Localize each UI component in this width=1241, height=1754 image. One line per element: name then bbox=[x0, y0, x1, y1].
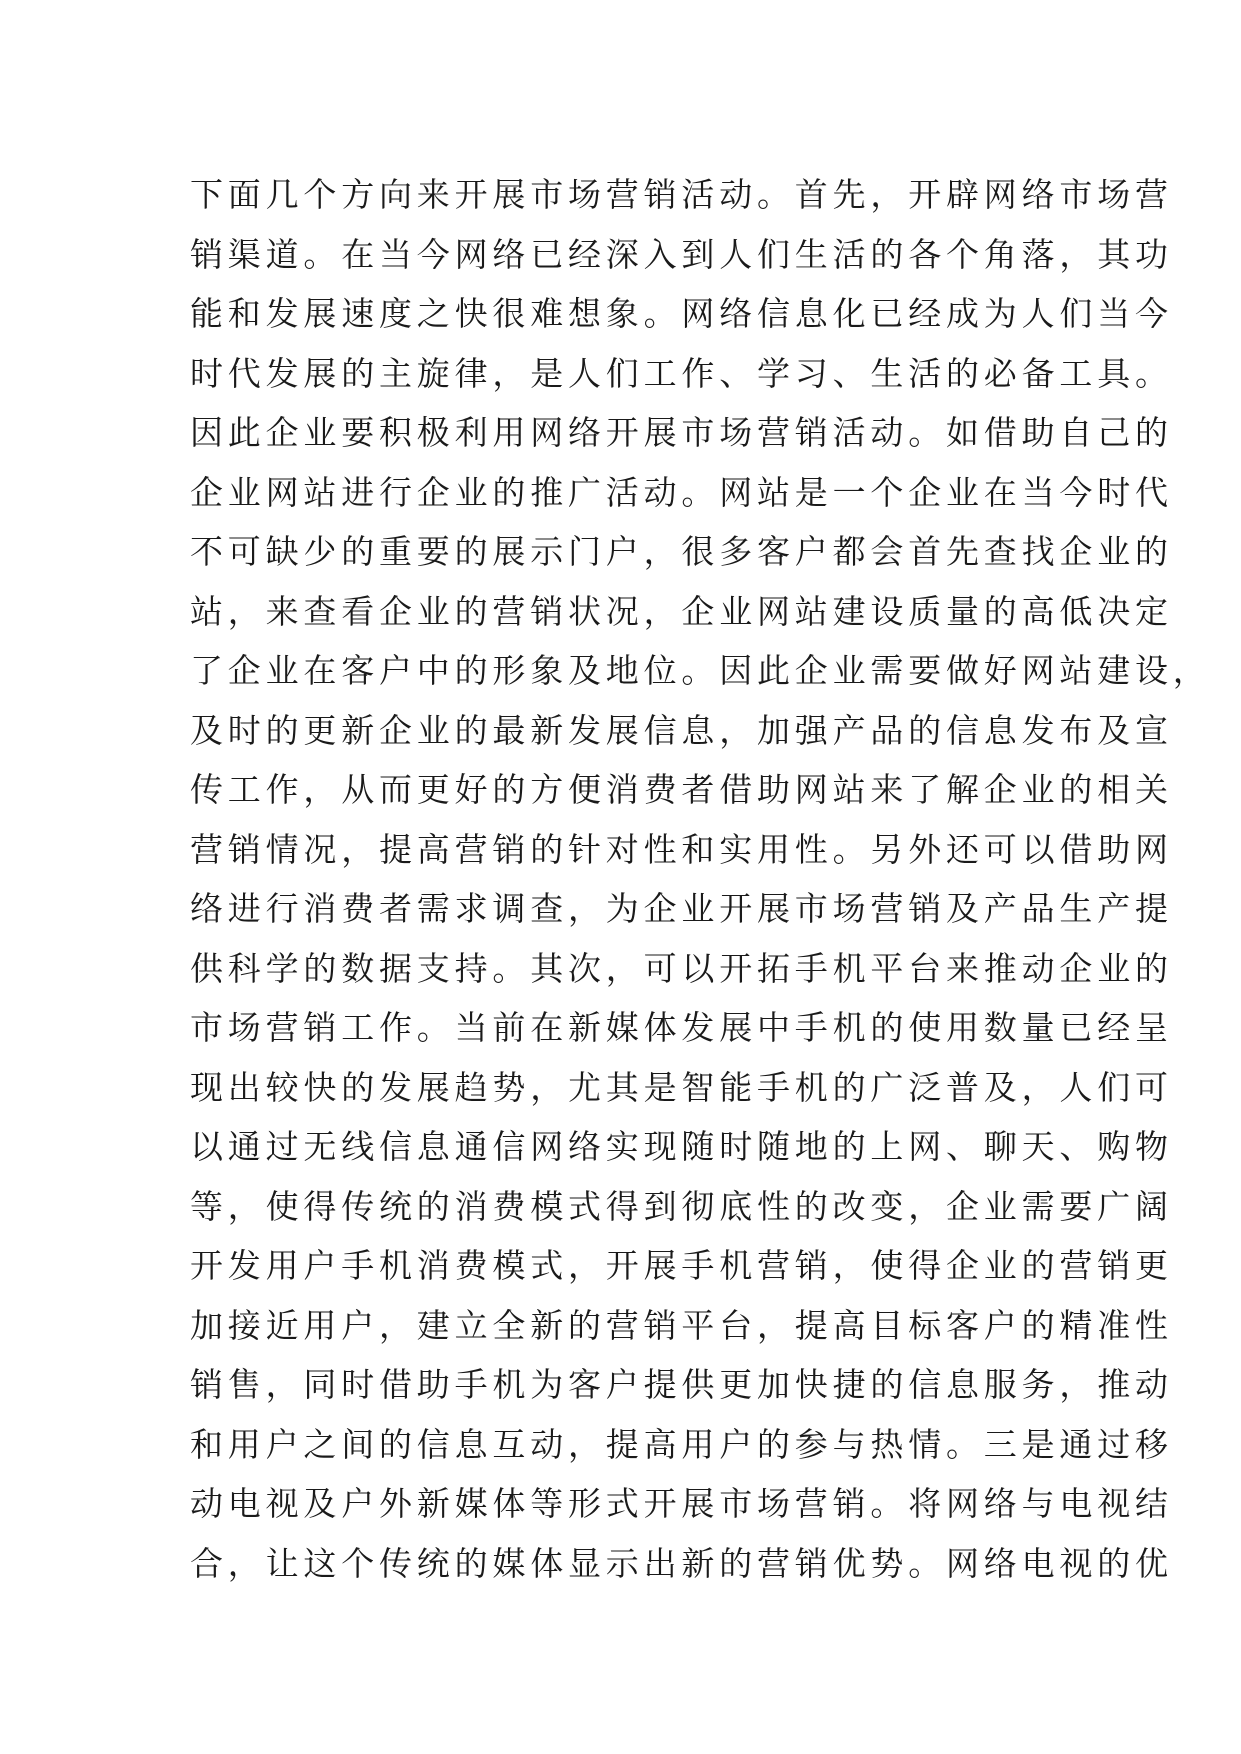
text-line: 加接近用户，建立全新的营销平台，提高目标客户的精准性 bbox=[190, 1305, 1173, 1345]
text-line: 动电视及户外新媒体等形式开展市场营销。将网络与电视结 bbox=[190, 1484, 1173, 1523]
text-line: 销渠道。在当今网络已经深入到人们生活的各个角落，其功 bbox=[190, 234, 1173, 274]
text-line: 供科学的数据支持。其次，可以开拓手机平台来推动企业的 bbox=[190, 948, 1173, 988]
text-line: 等，使得传统的消费模式得到彻底性的改变，企业需要广阔 bbox=[190, 1186, 1173, 1226]
text-line: 以通过无线信息通信网络实现随时随地的上网、聊天、购物 bbox=[190, 1127, 1173, 1166]
text-line: 时代发展的主旋律，是人们工作、学习、生活的必备工具。 bbox=[190, 353, 1173, 393]
text-line: 能和发展速度之快很难想象。网络信息化已经成为人们当今 bbox=[190, 294, 1173, 333]
text-line: 站，来查看企业的营销状况，企业网站建设质量的高低决定 bbox=[190, 591, 1173, 631]
text-line: 及时的更新企业的最新发展信息，加强产品的信息发布及宣 bbox=[190, 710, 1173, 750]
text-line: 和用户之间的信息互动，提高用户的参与热情。三是通过移 bbox=[190, 1424, 1173, 1464]
text-line: 合，让这个传统的媒体显示出新的营销优势。网络电视的优 bbox=[190, 1543, 1173, 1583]
text-line: 销售，同时借助手机为客户提供更加快捷的信息服务，推动 bbox=[190, 1365, 1173, 1404]
text-line: 营销情况，提高营销的针对性和实用性。另外还可以借助网 bbox=[190, 829, 1173, 869]
text-line: 企业网站进行企业的推广活动。网站是一个企业在当今时代 bbox=[190, 472, 1173, 512]
text-line: 了企业在客户中的形象及地位。因此企业需要做好网站建设， bbox=[190, 651, 1211, 690]
text-line: 传工作，从而更好的方便消费者借助网站来了解企业的相关 bbox=[190, 770, 1173, 809]
text-line: 下面几个方向来开展市场营销活动。首先，开辟网络市场营 bbox=[190, 175, 1173, 214]
text-line: 络进行消费者需求调查，为企业开展市场营销及产品生产提 bbox=[190, 889, 1173, 928]
body-text bbox=[190, 165, 1211, 1593]
text-line: 现出较快的发展趋势，尤其是智能手机的广泛普及，人们可 bbox=[190, 1067, 1173, 1107]
text-line: 市场营销工作。当前在新媒体发展中手机的使用数量已经呈 bbox=[190, 1008, 1173, 1047]
text-line: 不可缺少的重要的展示门户，很多客户都会首先查找企业的 bbox=[190, 532, 1173, 571]
text-line: 开发用户手机消费模式，开展手机营销，使得企业的营销更 bbox=[190, 1246, 1173, 1285]
text-line: 因此企业要积极利用网络开展市场营销活动。如借助自己的 bbox=[190, 413, 1173, 452]
